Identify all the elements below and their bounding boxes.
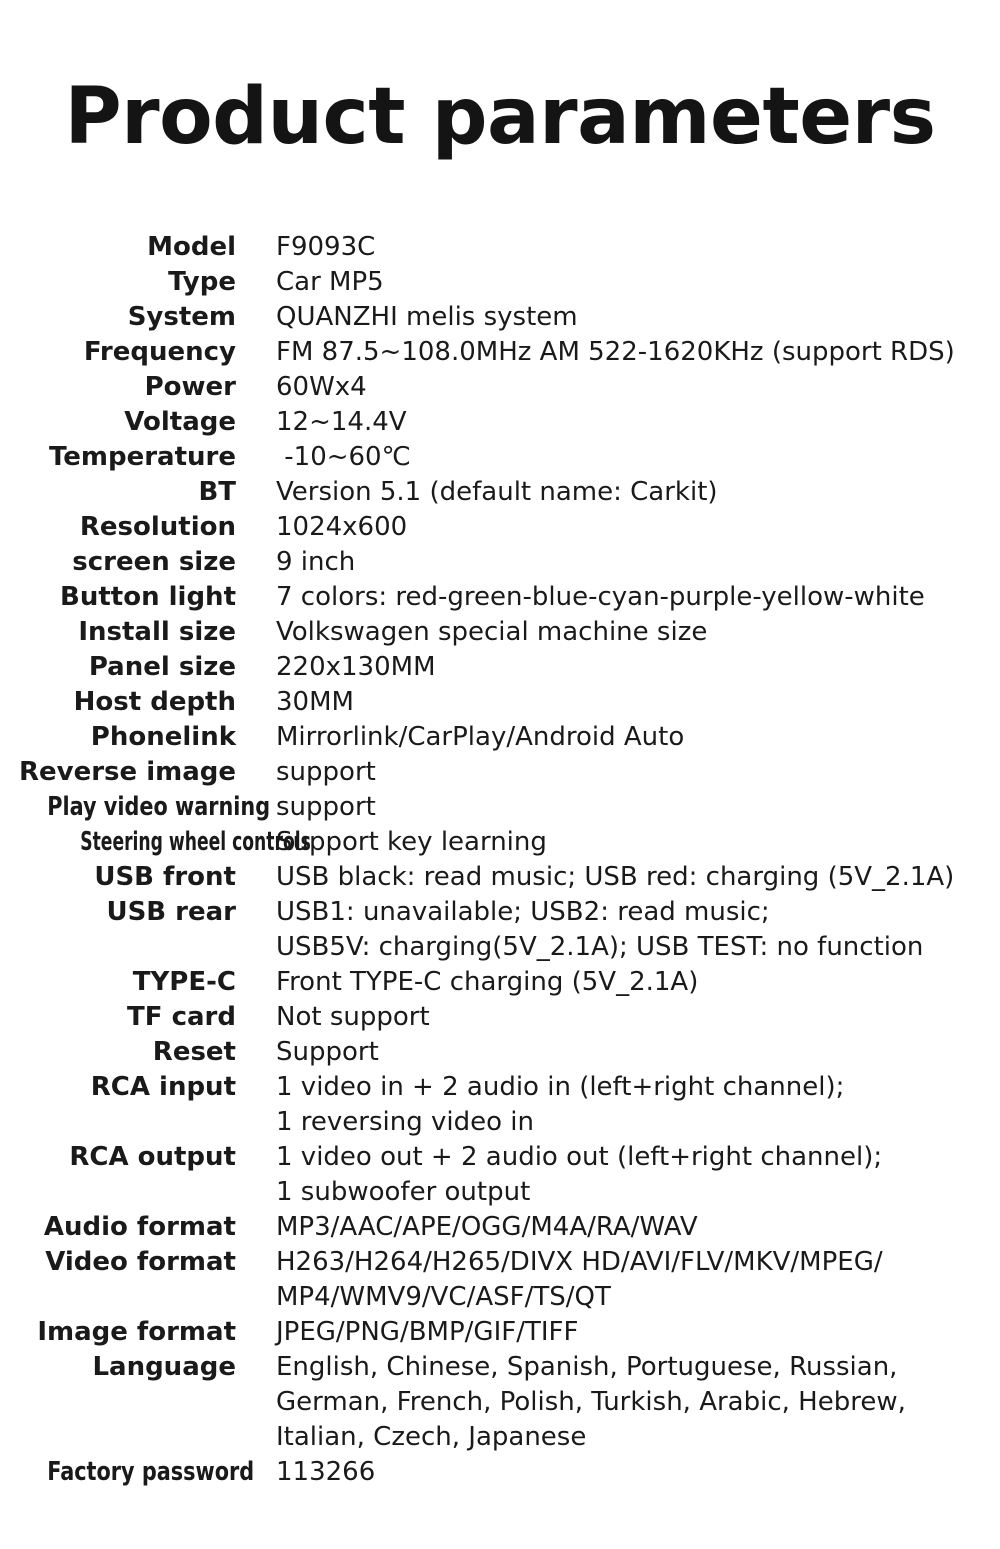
spec-value-line: USB5V: charging(5V_2.1A); USB TEST: no function — [276, 932, 924, 962]
spec-value-bt — [276, 475, 980, 510]
spec-label-power: Power — [144, 372, 236, 402]
spec-value-line: 12~14.4V — [276, 407, 407, 437]
spec-row-host-depth — [0, 685, 1000, 720]
spec-value-line: JPEG/PNG/BMP/GIF/TIFF — [276, 1317, 579, 1347]
spec-row-reverse-image — [0, 755, 1000, 790]
spec-value-button-light — [276, 580, 980, 615]
spec-label-audio-format: Audio format — [43, 1212, 236, 1242]
spec-value-voltage — [276, 405, 980, 440]
spec-value-line: Italian, Czech, Japanese — [276, 1422, 587, 1452]
spec-label-type-c: TYPE-C — [132, 967, 236, 997]
spec-value-line: 1 video in + 2 audio in (left+right channel); — [276, 1072, 845, 1102]
spec-value-image-format — [276, 1315, 980, 1350]
spec-value-phonelink — [276, 720, 980, 755]
spec-row-usb-front — [0, 860, 1000, 895]
spec-label-language: Language — [92, 1352, 236, 1382]
spec-label-phonelink: Phonelink — [90, 722, 236, 752]
spec-value-rca-output — [276, 1140, 980, 1210]
spec-value-line: Support — [276, 1037, 379, 1067]
spec-row-panel-size — [0, 650, 1000, 685]
spec-value-usb-rear — [276, 895, 980, 965]
spec-row-button-light — [0, 580, 1000, 615]
spec-value-line: 220x130MM — [276, 652, 436, 682]
spec-row-bt — [0, 475, 1000, 510]
spec-value-line: USB1: unavailable; USB2: read music; — [276, 897, 770, 927]
spec-value-type — [276, 265, 980, 300]
spec-value-reset — [276, 1035, 980, 1070]
spec-label-play-video-warning: Play video warning — [47, 792, 271, 822]
spec-row-type — [0, 265, 1000, 300]
spec-label-reverse-image: Reverse image — [18, 757, 236, 787]
spec-label-screen-size: screen size — [72, 547, 236, 577]
spec-value-factory-password — [276, 1455, 980, 1490]
spec-value-line: German, French, Polish, Turkish, Arabic, Hebrew, — [276, 1387, 906, 1417]
spec-value-resolution — [276, 510, 980, 545]
spec-value-line: 113266 — [276, 1457, 376, 1487]
spec-label-button-light: Button light — [60, 582, 236, 612]
spec-value-power — [276, 370, 980, 405]
spec-value-line: support — [276, 792, 376, 822]
spec-value-screen-size — [276, 545, 980, 580]
spec-label-type: Type — [168, 267, 236, 297]
spec-row-audio-format — [0, 1210, 1000, 1245]
spec-value-type-c — [276, 965, 980, 1000]
spec-value-line: H263/H264/H265/DIVX HD/AVI/FLV/MKV/MPEG/ — [276, 1247, 883, 1277]
spec-value-line: 1 subwoofer output — [276, 1177, 531, 1207]
spec-label-factory-password: Factory password — [47, 1457, 255, 1487]
spec-value-reverse-image — [276, 755, 980, 790]
spec-value-line: MP4/WMV9/VC/ASF/TS/QT — [276, 1282, 611, 1312]
spec-value-line: 9 inch — [276, 547, 356, 577]
spec-label-steering-wheel-controls: Steering wheel controls — [80, 827, 311, 857]
spec-label-frequency: Frequency — [83, 337, 236, 367]
spec-value-line: 7 colors: red-green-blue-cyan-purple-yellow-white — [276, 582, 925, 612]
spec-label-system: System — [127, 302, 236, 332]
spec-label-video-format: Video format — [45, 1247, 236, 1277]
spec-value-tf-card — [276, 1000, 980, 1035]
spec-row-usb-rear — [0, 895, 1000, 965]
spec-label-model: Model — [147, 232, 236, 262]
spec-row-rca-input — [0, 1070, 1000, 1140]
spec-value-install-size — [276, 615, 980, 650]
spec-value-line: 60Wx4 — [276, 372, 367, 402]
spec-value-line: F9093C — [276, 232, 376, 262]
spec-value-line: Front TYPE-C charging (5V_2.1A) — [276, 967, 699, 997]
spec-label-host-depth: Host depth — [73, 687, 236, 717]
spec-value-line: Volkswagen special machine size — [276, 617, 708, 647]
spec-value-usb-front — [276, 860, 980, 895]
spec-value-audio-format — [276, 1210, 980, 1245]
spec-row-model — [0, 230, 1000, 265]
spec-label-tf-card: TF card — [127, 1002, 236, 1032]
spec-row-video-format — [0, 1245, 1000, 1315]
spec-row-rca-output — [0, 1140, 1000, 1210]
spec-value-line: Support key learning — [276, 827, 547, 857]
spec-row-install-size — [0, 615, 1000, 650]
spec-row-temperature — [0, 440, 1000, 475]
spec-row-factory-password — [0, 1455, 1000, 1490]
spec-value-rca-input — [276, 1070, 980, 1140]
spec-value-language — [276, 1350, 980, 1455]
spec-value-video-format — [276, 1245, 980, 1315]
spec-row-tf-card — [0, 1000, 1000, 1035]
page-title: Product parameters — [64, 72, 936, 162]
spec-value-line: Not support — [276, 1002, 430, 1032]
spec-row-type-c — [0, 965, 1000, 1000]
spec-value-line: Mirrorlink/CarPlay/Android Auto — [276, 722, 685, 752]
spec-label-image-format: Image format — [37, 1317, 236, 1347]
spec-value-line: English, Chinese, Spanish, Portuguese, Russian, — [276, 1352, 898, 1382]
spec-value-line: 1024x600 — [276, 512, 408, 542]
spec-label-usb-front: USB front — [94, 862, 236, 892]
spec-value-line: QUANZHI melis system — [276, 302, 578, 332]
spec-value-frequency — [276, 335, 980, 370]
spec-value-line: Version 5.1 (default name: Carkit) — [276, 477, 718, 507]
spec-row-reset — [0, 1035, 1000, 1070]
spec-label-rca-output: RCA output — [69, 1142, 236, 1172]
spec-value-line: 1 reversing video in — [276, 1107, 534, 1137]
spec-label-panel-size: Panel size — [88, 652, 236, 682]
spec-value-system — [276, 300, 980, 335]
spec-value-panel-size — [276, 650, 980, 685]
spec-label-bt: BT — [198, 477, 236, 507]
spec-label-resolution: Resolution — [79, 512, 236, 542]
spec-label-reset: Reset — [152, 1037, 236, 1067]
spec-value-line: 1 video out + 2 audio out (left+right channel); — [276, 1142, 883, 1172]
spec-table — [0, 230, 1000, 1490]
spec-value-line: -10~60℃ — [276, 442, 411, 472]
spec-value-model — [276, 230, 980, 265]
spec-row-steering-wheel-controls — [0, 825, 1000, 860]
spec-value-line: Car MP5 — [276, 267, 384, 297]
spec-label-install-size: Install size — [78, 617, 236, 647]
spec-value-line: support — [276, 757, 376, 787]
spec-label-rca-input: RCA input — [90, 1072, 236, 1102]
spec-row-phonelink — [0, 720, 1000, 755]
spec-value-temperature — [276, 440, 980, 475]
spec-value-line: USB black: read music; USB red: charging (5V_2.1A) — [276, 862, 955, 892]
spec-row-play-video-warning — [0, 790, 1000, 825]
spec-row-screen-size — [0, 545, 1000, 580]
spec-label-usb-rear: USB rear — [106, 897, 236, 927]
spec-row-voltage — [0, 405, 1000, 440]
spec-row-power — [0, 370, 1000, 405]
spec-label-voltage: Voltage — [124, 407, 236, 437]
spec-row-system — [0, 300, 1000, 335]
spec-value-line: FM 87.5~108.0MHz AM 522-1620KHz (support RDS) — [276, 337, 955, 367]
spec-value-host-depth — [276, 685, 980, 720]
spec-row-resolution — [0, 510, 1000, 545]
spec-value-line: MP3/AAC/APE/OGG/M4A/RA/WAV — [276, 1212, 698, 1242]
spec-value-line: 30MM — [276, 687, 354, 717]
spec-value-play-video-warning — [276, 790, 980, 825]
spec-row-frequency — [0, 335, 1000, 370]
spec-label-temperature: Temperature — [48, 442, 236, 472]
spec-value-steering-wheel-controls — [276, 825, 980, 860]
spec-row-image-format — [0, 1315, 1000, 1350]
spec-row-language — [0, 1350, 1000, 1455]
